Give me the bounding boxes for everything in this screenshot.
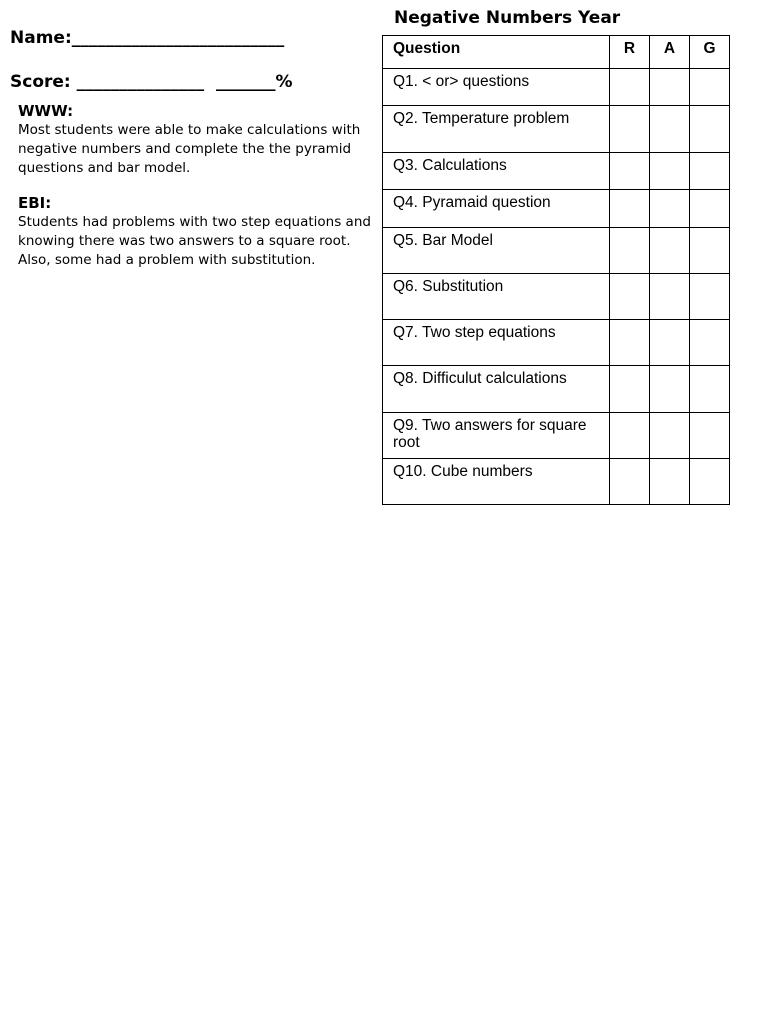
question-cell: Q3. Calculations (383, 153, 610, 190)
www-section (18, 102, 373, 178)
rating-cell-a[interactable] (650, 274, 690, 320)
rating-cell-r[interactable] (610, 459, 650, 505)
table-row (383, 366, 730, 413)
rating-cell-a[interactable] (650, 153, 690, 190)
ebi-section (18, 194, 373, 270)
table-row (383, 320, 730, 366)
rating-cell-g[interactable] (690, 459, 730, 505)
rating-cell-r[interactable] (610, 190, 650, 228)
column-header-r: R (610, 36, 650, 69)
question-cell: Q4. Pyramaid question (383, 190, 610, 228)
rating-cell-a[interactable] (650, 106, 690, 153)
rating-cell-g[interactable] (690, 413, 730, 459)
question-cell: Q2. Temperature problem (383, 106, 610, 153)
rating-cell-r[interactable] (610, 153, 650, 190)
question-cell: Q1. < or> questions (383, 69, 610, 106)
rating-cell-a[interactable] (650, 190, 690, 228)
rating-cell-r[interactable] (610, 274, 650, 320)
rating-cell-a[interactable] (650, 413, 690, 459)
table-row (383, 274, 730, 320)
rating-cell-r[interactable] (610, 106, 650, 153)
table-row (383, 190, 730, 228)
table-row (383, 228, 730, 274)
table-header-row (383, 36, 730, 69)
document-title: Negative Numbers Year (394, 8, 621, 28)
rating-cell-r[interactable] (610, 413, 650, 459)
question-cell: Q10. Cube numbers (383, 459, 610, 505)
rating-cell-a[interactable] (650, 228, 690, 274)
rating-cell-g[interactable] (690, 106, 730, 153)
rating-cell-r[interactable] (610, 366, 650, 413)
rating-cell-a[interactable] (650, 459, 690, 505)
www-heading: WWW: (18, 102, 74, 120)
ebi-heading: EBI: (18, 194, 52, 212)
name-field-label: Name:_________________________ (10, 28, 285, 48)
rating-cell-g[interactable] (690, 274, 730, 320)
table-row (383, 459, 730, 505)
rating-cell-g[interactable] (690, 366, 730, 413)
score-field-label: Score: _______________ _______% (10, 72, 293, 92)
rating-cell-g[interactable] (690, 228, 730, 274)
rating-cell-g[interactable] (690, 69, 730, 106)
rating-cell-g[interactable] (690, 320, 730, 366)
column-header-question: Question (383, 36, 610, 69)
question-cell: Q9. Two answers for square root (383, 413, 610, 459)
column-header-a: A (650, 36, 690, 69)
rating-cell-g[interactable] (690, 190, 730, 228)
question-cell: Q5. Bar Model (383, 228, 610, 274)
table-body (383, 69, 730, 505)
column-header-g: G (690, 36, 730, 69)
table-row (383, 153, 730, 190)
ebi-text: Students had problems with two step equations and knowing there was two answers to a square root. Also, some had a problem with substitution. (18, 214, 371, 268)
rating-cell-a[interactable] (650, 366, 690, 413)
question-cell: Q6. Substitution (383, 274, 610, 320)
question-cell: Q7. Two step equations (383, 320, 610, 366)
rating-cell-r[interactable] (610, 320, 650, 366)
table-row (383, 106, 730, 153)
rating-cell-g[interactable] (690, 153, 730, 190)
rating-cell-a[interactable] (650, 69, 690, 106)
rag-table (382, 35, 730, 505)
table-row (383, 413, 730, 459)
question-cell: Q8. Difficulut calculations (383, 366, 610, 413)
rating-cell-r[interactable] (610, 228, 650, 274)
table-row (383, 69, 730, 106)
www-text: Most students were able to make calculations with negative numbers and complete the the pyramid questions and bar model. (18, 122, 361, 176)
rating-cell-r[interactable] (610, 69, 650, 106)
rating-cell-a[interactable] (650, 320, 690, 366)
